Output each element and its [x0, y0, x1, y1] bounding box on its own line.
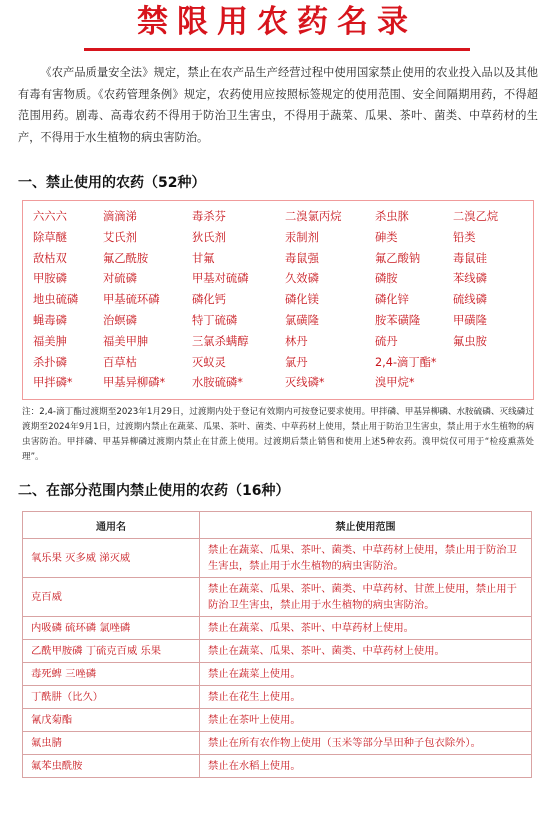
- pesticide-item: 地虫硫磷: [33, 293, 79, 307]
- table-row: [23, 539, 532, 578]
- intro-paragraph: 《农产品质量安全法》规定，禁止在农产品生产经营过程中使用国家禁止使用的农业投入品以及其他有毒有害物质。《农药管理条例》规定，农药使用应按照标签规定的使用范围、安全间隔期用药，不得超范围用药。剧毒、高毒农药不得用于防治卫生害虫，不得用于蔬菜、瓜果、茶叶、菌类、中草药材的生产，不得用于水生植物的病虫害防治。: [18, 66, 538, 144]
- pesticide-item: [453, 373, 529, 394]
- table-row: [23, 640, 532, 663]
- pesticide-item: 氯磺隆: [285, 313, 319, 327]
- pesticide-item: 杀虫脒: [375, 210, 409, 223]
- pesticide-item: 铅类: [453, 230, 476, 244]
- restriction-scope-cell: 禁止在蔬菜、瓜果、茶叶、中草药材上使用。: [200, 617, 532, 640]
- pesticide-name-cell: 乙酰甲胺磷 丁硫克百威 乐果: [23, 640, 200, 663]
- pesticide-item: 甲拌磷*: [33, 376, 73, 390]
- pesticide-item: 甘氟: [192, 251, 215, 265]
- pesticide-item: 福美胂: [33, 334, 67, 348]
- pesticide-item: 毒杀芬: [192, 210, 226, 223]
- pesticide-item: 治螟磷: [103, 313, 137, 327]
- pesticide-item: 甲基对硫磷: [192, 272, 249, 286]
- column-header-name: 通用名: [23, 512, 200, 539]
- pesticide-item: 三氯杀螨醇: [192, 334, 249, 348]
- pesticide-item: 甲基硫环磷: [103, 293, 160, 307]
- pesticide-item: 二溴氯丙烷: [285, 210, 342, 223]
- pesticide-item: 蝇毒磷: [33, 313, 67, 327]
- pesticide-item: 滴滴涕: [103, 210, 137, 223]
- restriction-scope-cell: 禁止在所有农作物上使用（玉米等部分旱田种子包衣除外）。: [200, 732, 532, 755]
- pesticide-item: 敌枯双: [33, 251, 67, 265]
- pesticide-item: 除草醚: [33, 230, 67, 244]
- pesticide-item: 硫丹: [375, 334, 398, 348]
- pesticide-item: 久效磷: [285, 272, 319, 286]
- restriction-scope-cell: 禁止在茶叶上使用。: [200, 709, 532, 732]
- table-row: [23, 686, 532, 709]
- restriction-scope-cell: 禁止在花生上使用。: [200, 686, 532, 709]
- pesticide-item: 磷化钙: [192, 293, 226, 307]
- table-row: [23, 755, 532, 778]
- page-title: 禁限用农药名录: [137, 4, 417, 40]
- pesticide-item: 氟乙酸钠: [375, 251, 421, 265]
- pesticide-item: 甲胺磷: [33, 272, 67, 286]
- banned-pesticides-box: [22, 200, 534, 400]
- pesticide-item: 毒鼠强: [285, 251, 319, 265]
- title-underline: [84, 48, 470, 51]
- pesticide-name-cell: 内吸磷 硫环磷 氯唑磷: [23, 617, 200, 640]
- table-header-row: [23, 512, 532, 539]
- pesticide-item: 氟乙酰胺: [103, 251, 149, 265]
- pesticide-item: 溴甲烷*: [375, 376, 415, 390]
- restriction-scope-cell: 禁止在水稻上使用。: [200, 755, 532, 778]
- pesticide-item: 六六六: [33, 210, 67, 223]
- pesticide-name-cell: 克百威: [23, 578, 200, 617]
- pesticide-item: 硫线磷: [453, 293, 487, 307]
- section1-heading: 一、禁止使用的农药（52种）: [18, 175, 206, 191]
- table-row: [23, 732, 532, 755]
- restriction-scope-cell: 禁止在蔬菜、瓜果、茶叶、菌类、中草药材、甘蔗上使用，禁止用于防治卫生害虫，禁止用于水生植物的病虫害防治。: [200, 578, 532, 617]
- pesticide-item: 2,4-滴丁酯*: [375, 355, 437, 369]
- pesticide-name-cell: 丁酰肼（比久）: [23, 686, 200, 709]
- pesticide-name-cell: 氟苯虫酰胺: [23, 755, 200, 778]
- restricted-pesticides-table: [22, 511, 532, 778]
- restriction-scope-cell: 禁止在蔬菜上使用。: [200, 663, 532, 686]
- pesticide-item: 福美甲胂: [103, 334, 149, 348]
- pesticide-item: 汞制剂: [285, 230, 319, 244]
- section1-note: 注：2,4-滴丁酯过渡期至2023年1月29日，过渡期内处于登记有效期内可按登记要求使用。甲拌磷、甲基异柳磷、水胺硫磷、灭线磷过渡期至2024年9月1日，过渡期内禁止在蔬菜、瓜果、茶叶、菌类、中草药材上使用，禁止用于防治卫生害虫，禁止用于水生植物的病虫害防治。甲拌磷、甲基异柳磷过渡期内禁止在甘蔗上使用。过渡期后禁止销售和使用上述5种农药。溴甲烷仅可用于“检疫熏蒸处理”。: [22, 407, 534, 462]
- pesticide-item: 杀扑磷: [33, 355, 67, 369]
- pesticide-item: 百草枯: [103, 355, 137, 369]
- column-header-scope: 禁止使用范围: [200, 512, 532, 539]
- pesticide-item: 灭线磷*: [285, 376, 325, 390]
- table-row: [23, 663, 532, 686]
- pesticide-item: 砷类: [375, 230, 398, 244]
- section2-heading: 二、在部分范围内禁止使用的农药（16种）: [18, 483, 290, 499]
- restriction-scope-cell: 禁止在蔬菜、瓜果、茶叶、菌类、中草药材上使用，禁止用于防治卫生害虫，禁止用于水生植物的病虫害防治。: [200, 539, 532, 578]
- pesticide-item: 氯丹: [285, 355, 308, 369]
- pesticide-item: 灭蚁灵: [192, 355, 226, 369]
- pesticide-item: 艾氏剂: [103, 230, 137, 244]
- banned-pesticides-grid: [33, 207, 529, 394]
- pesticide-name-cell: 氰戊菊酯: [23, 709, 200, 732]
- pesticide-item: 胺苯磺隆: [375, 313, 421, 327]
- pesticide-item: 特丁硫磷: [192, 313, 238, 327]
- pesticide-item: [453, 353, 529, 374]
- restriction-scope-cell: 禁止在蔬菜、瓜果、茶叶、菌类、中草药材上使用。: [200, 640, 532, 663]
- pesticide-item: 甲基异柳磷*: [103, 376, 166, 390]
- pesticide-item: 磷化锌: [375, 293, 409, 307]
- pesticide-item: 磷化镁: [285, 293, 319, 307]
- table-row: [23, 709, 532, 732]
- pesticide-name-cell: 氧乐果 灭多威 涕灭威: [23, 539, 200, 578]
- pesticide-name-cell: 毒死蜱 三唑磷: [23, 663, 200, 686]
- pesticide-item: 甲磺隆: [453, 313, 487, 327]
- pesticide-item: 氟虫胺: [453, 334, 487, 348]
- pesticide-item: 对硫磷: [103, 272, 137, 286]
- table-row: [23, 578, 532, 617]
- pesticide-name-cell: 氟虫腈: [23, 732, 200, 755]
- pesticide-item: 磷胺: [375, 272, 398, 286]
- pesticide-item: 林丹: [285, 334, 308, 348]
- pesticide-item: 狄氏剂: [192, 230, 226, 244]
- pesticide-item: 二溴乙烷: [453, 210, 499, 223]
- pesticide-item: 苯线磷: [453, 272, 487, 286]
- pesticide-item: 水胺硫磷*: [192, 376, 243, 390]
- pesticide-item: 毒鼠硅: [453, 251, 487, 265]
- table-row: [23, 617, 532, 640]
